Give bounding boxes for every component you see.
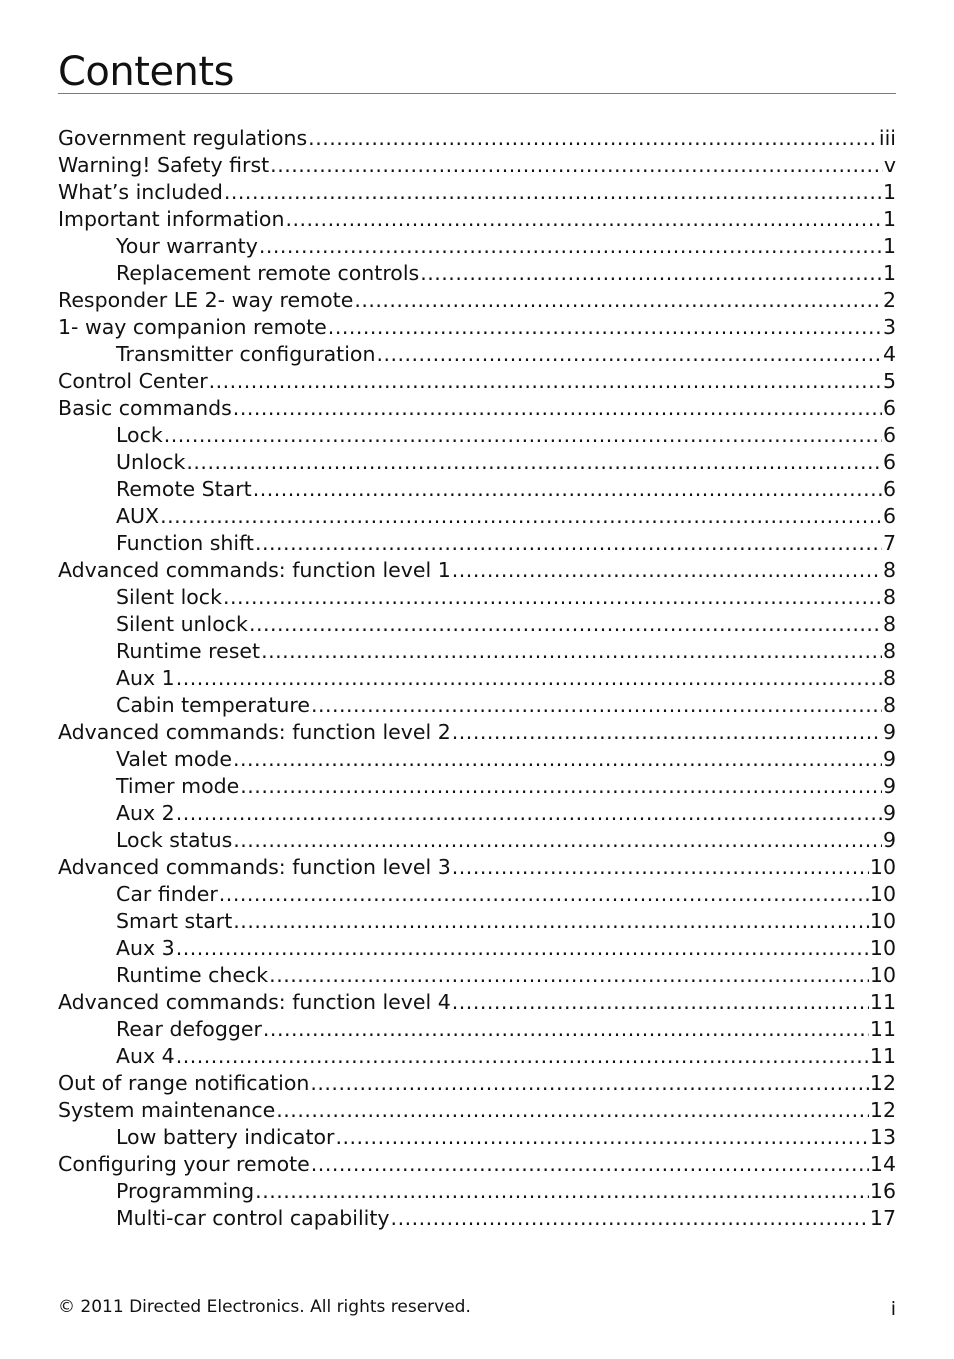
dot-leader [186, 449, 882, 476]
toc-entry-title: Advanced commands: function level 2 [58, 720, 451, 744]
toc-entry[interactable] [58, 1016, 896, 1043]
dot-leader [310, 1070, 869, 1097]
toc-entry-page: 9 [882, 747, 896, 771]
dot-leader [452, 557, 882, 584]
toc-entry-title: Silent unlock [116, 612, 248, 636]
toc-entry-page: 9 [882, 801, 896, 825]
dot-leader [270, 152, 883, 179]
toc-entry-page: 10 [869, 882, 896, 906]
toc-entry-page: 9 [882, 774, 896, 798]
toc-entry-page: 14 [869, 1152, 896, 1176]
dot-leader [261, 638, 882, 665]
dot-leader [452, 719, 882, 746]
dot-leader [219, 881, 869, 908]
toc-entry-title: Lock status [116, 828, 233, 852]
toc-entry[interactable] [58, 1205, 896, 1232]
toc-entry-title: AUX [116, 504, 160, 528]
toc-entry-title: Remote Start [116, 477, 252, 501]
toc-entry-title: Smart start [116, 909, 233, 933]
toc-entry-page: 10 [869, 963, 896, 987]
toc-entry-title: Programming [116, 1179, 255, 1203]
toc-entry-title: What’s included [58, 180, 223, 204]
dot-leader [263, 1016, 869, 1043]
toc-entry-page: 3 [882, 315, 896, 339]
toc-entry-title: Aux 3 [116, 936, 175, 960]
dot-leader [240, 773, 882, 800]
toc-entry[interactable] [58, 800, 896, 827]
toc-entry-title: Car finder [116, 882, 218, 906]
toc-entry-page: 4 [882, 342, 896, 366]
toc-entry-title: Aux 4 [116, 1044, 175, 1068]
toc-entry-page: 11 [869, 990, 896, 1014]
toc-entry[interactable] [58, 179, 896, 206]
toc-entry-title: Valet mode [116, 747, 232, 771]
toc-entry[interactable] [58, 962, 896, 989]
toc-entry[interactable] [58, 692, 896, 719]
toc-entry-page: iii [878, 126, 896, 150]
toc-entry[interactable] [58, 368, 896, 395]
toc-entry[interactable] [58, 908, 896, 935]
toc-entry[interactable] [58, 1043, 896, 1070]
toc-entry-page: 6 [882, 396, 896, 420]
dot-leader [335, 1124, 868, 1151]
toc-entry[interactable] [58, 1097, 896, 1124]
page-number: i [890, 1298, 896, 1320]
toc-entry-page: 10 [869, 855, 896, 879]
toc-entry-title: Your warranty [116, 234, 258, 258]
dot-leader [420, 260, 882, 287]
toc-entry-title: Government regulations [58, 126, 308, 150]
toc-entry[interactable] [58, 1124, 896, 1151]
dot-leader [176, 800, 882, 827]
toc-entry-title: Responder LE 2- way remote [58, 288, 354, 312]
toc-entry-title: Important information [58, 207, 285, 231]
toc-entry-title: Multi-car control capability [116, 1206, 390, 1230]
table-of-contents [58, 125, 896, 1232]
dot-leader [249, 611, 882, 638]
toc-entry[interactable] [58, 584, 896, 611]
dot-leader [311, 1151, 869, 1178]
dot-leader [452, 854, 869, 881]
toc-entry-page: 6 [882, 423, 896, 447]
copyright-notice: © 2011 Directed Electronics. All rights reserved. [58, 1297, 471, 1317]
dot-leader [255, 1178, 869, 1205]
toc-entry-title: Unlock [116, 450, 186, 474]
dot-leader [308, 125, 878, 152]
toc-entry[interactable] [58, 206, 896, 233]
toc-entry[interactable] [58, 530, 896, 557]
toc-entry[interactable] [58, 314, 896, 341]
dot-leader [285, 206, 881, 233]
dot-leader [233, 908, 869, 935]
toc-entry-page: 2 [882, 288, 896, 312]
toc-entry-page: 1 [882, 261, 896, 285]
toc-entry-title: Aux 1 [116, 666, 175, 690]
toc-entry-page: 9 [882, 720, 896, 744]
dot-leader [259, 233, 882, 260]
toc-entry-title: Function shift [116, 531, 254, 555]
toc-entry[interactable] [58, 854, 896, 881]
toc-entry-title: 1- way companion remote [58, 315, 327, 339]
toc-entry-page: 8 [882, 558, 896, 582]
toc-entry-page: 11 [869, 1017, 896, 1041]
toc-entry-title: Advanced commands: function level 4 [58, 990, 451, 1014]
toc-entry-title: Lock [116, 423, 163, 447]
toc-entry-title: Advanced commands: function level 3 [58, 855, 451, 879]
toc-entry-page: 7 [882, 531, 896, 555]
title-underline [58, 93, 896, 94]
dot-leader [276, 1097, 869, 1124]
toc-entry[interactable] [58, 503, 896, 530]
toc-entry-title: Basic commands [58, 396, 232, 420]
toc-entry[interactable] [58, 152, 896, 179]
toc-entry-title: Cabin temperature [116, 693, 310, 717]
toc-entry-title: Low battery indicator [116, 1125, 335, 1149]
toc-entry[interactable] [58, 449, 896, 476]
toc-entry-page: 12 [869, 1071, 896, 1095]
dot-leader [255, 530, 882, 557]
toc-entry-title: Runtime check [116, 963, 269, 987]
toc-entry[interactable] [58, 395, 896, 422]
toc-entry[interactable] [58, 557, 896, 584]
dot-leader [164, 422, 882, 449]
toc-entry-title: Rear defogger [116, 1017, 262, 1041]
dot-leader [176, 1043, 869, 1070]
toc-entry-title: Silent lock [116, 585, 222, 609]
toc-entry[interactable] [58, 881, 896, 908]
toc-entry-title: Configuring your remote [58, 1152, 310, 1176]
dot-leader [224, 179, 882, 206]
toc-entry-title: Transmitter configuration [116, 342, 376, 366]
toc-entry-page: v [883, 153, 896, 177]
toc-entry-page: 8 [882, 693, 896, 717]
dot-leader [253, 476, 882, 503]
toc-entry[interactable] [58, 719, 896, 746]
dot-leader [176, 935, 869, 962]
toc-entry-title: Advanced commands: function level 1 [58, 558, 451, 582]
toc-entry-page: 1 [882, 234, 896, 258]
toc-entry[interactable] [58, 287, 896, 314]
toc-entry-title: Warning! Safety first [58, 153, 270, 177]
toc-entry-page: 16 [869, 1179, 896, 1203]
toc-entry-page: 17 [869, 1206, 896, 1230]
dot-leader [452, 989, 869, 1016]
toc-entry[interactable] [58, 1070, 896, 1097]
page-title: Contents [58, 49, 234, 95]
toc-entry-page: 11 [869, 1044, 896, 1068]
toc-entry[interactable] [58, 1178, 896, 1205]
toc-entry-page: 6 [882, 450, 896, 474]
toc-entry-title: Control Center [58, 369, 208, 393]
toc-entry-page: 6 [882, 504, 896, 528]
dot-leader [209, 368, 882, 395]
toc-entry[interactable] [58, 476, 896, 503]
toc-entry-page: 10 [869, 909, 896, 933]
toc-entry[interactable] [58, 773, 896, 800]
toc-entry-page: 8 [882, 639, 896, 663]
toc-entry[interactable] [58, 422, 896, 449]
dot-leader [376, 341, 882, 368]
dot-leader [328, 314, 882, 341]
toc-entry[interactable] [58, 233, 896, 260]
dot-leader [391, 1205, 869, 1232]
toc-entry[interactable] [58, 611, 896, 638]
toc-entry-page: 1 [882, 207, 896, 231]
toc-entry-title: Runtime reset [116, 639, 261, 663]
toc-entry-page: 5 [882, 369, 896, 393]
dot-leader [233, 746, 882, 773]
dot-leader [269, 962, 869, 989]
toc-entry[interactable] [58, 341, 896, 368]
toc-entry-page: 8 [882, 666, 896, 690]
toc-entry[interactable] [58, 1151, 896, 1178]
toc-entry[interactable] [58, 665, 896, 692]
dot-leader [223, 584, 882, 611]
toc-entry-page: 12 [869, 1098, 896, 1122]
toc-entry-title: Out of range notification [58, 1071, 310, 1095]
toc-entry-page: 1 [882, 180, 896, 204]
toc-entry-title: System maintenance [58, 1098, 276, 1122]
toc-entry-page: 13 [869, 1125, 896, 1149]
toc-entry-title: Timer mode [116, 774, 240, 798]
toc-entry-page: 10 [869, 936, 896, 960]
dot-leader [176, 665, 882, 692]
dot-leader [233, 827, 882, 854]
toc-entry[interactable] [58, 260, 896, 287]
dot-leader [160, 503, 882, 530]
toc-entry-title: Aux 2 [116, 801, 175, 825]
toc-entry[interactable] [58, 989, 896, 1016]
toc-entry-title: Replacement remote controls [116, 261, 420, 285]
toc-entry-page: 6 [882, 477, 896, 501]
toc-entry[interactable] [58, 746, 896, 773]
toc-entry-page: 8 [882, 585, 896, 609]
toc-entry[interactable] [58, 935, 896, 962]
toc-entry[interactable] [58, 827, 896, 854]
toc-entry-page: 9 [882, 828, 896, 852]
dot-leader [354, 287, 882, 314]
toc-entry[interactable] [58, 125, 896, 152]
toc-entry[interactable] [58, 638, 896, 665]
dot-leader [233, 395, 882, 422]
toc-entry-page: 8 [882, 612, 896, 636]
dot-leader [311, 692, 882, 719]
